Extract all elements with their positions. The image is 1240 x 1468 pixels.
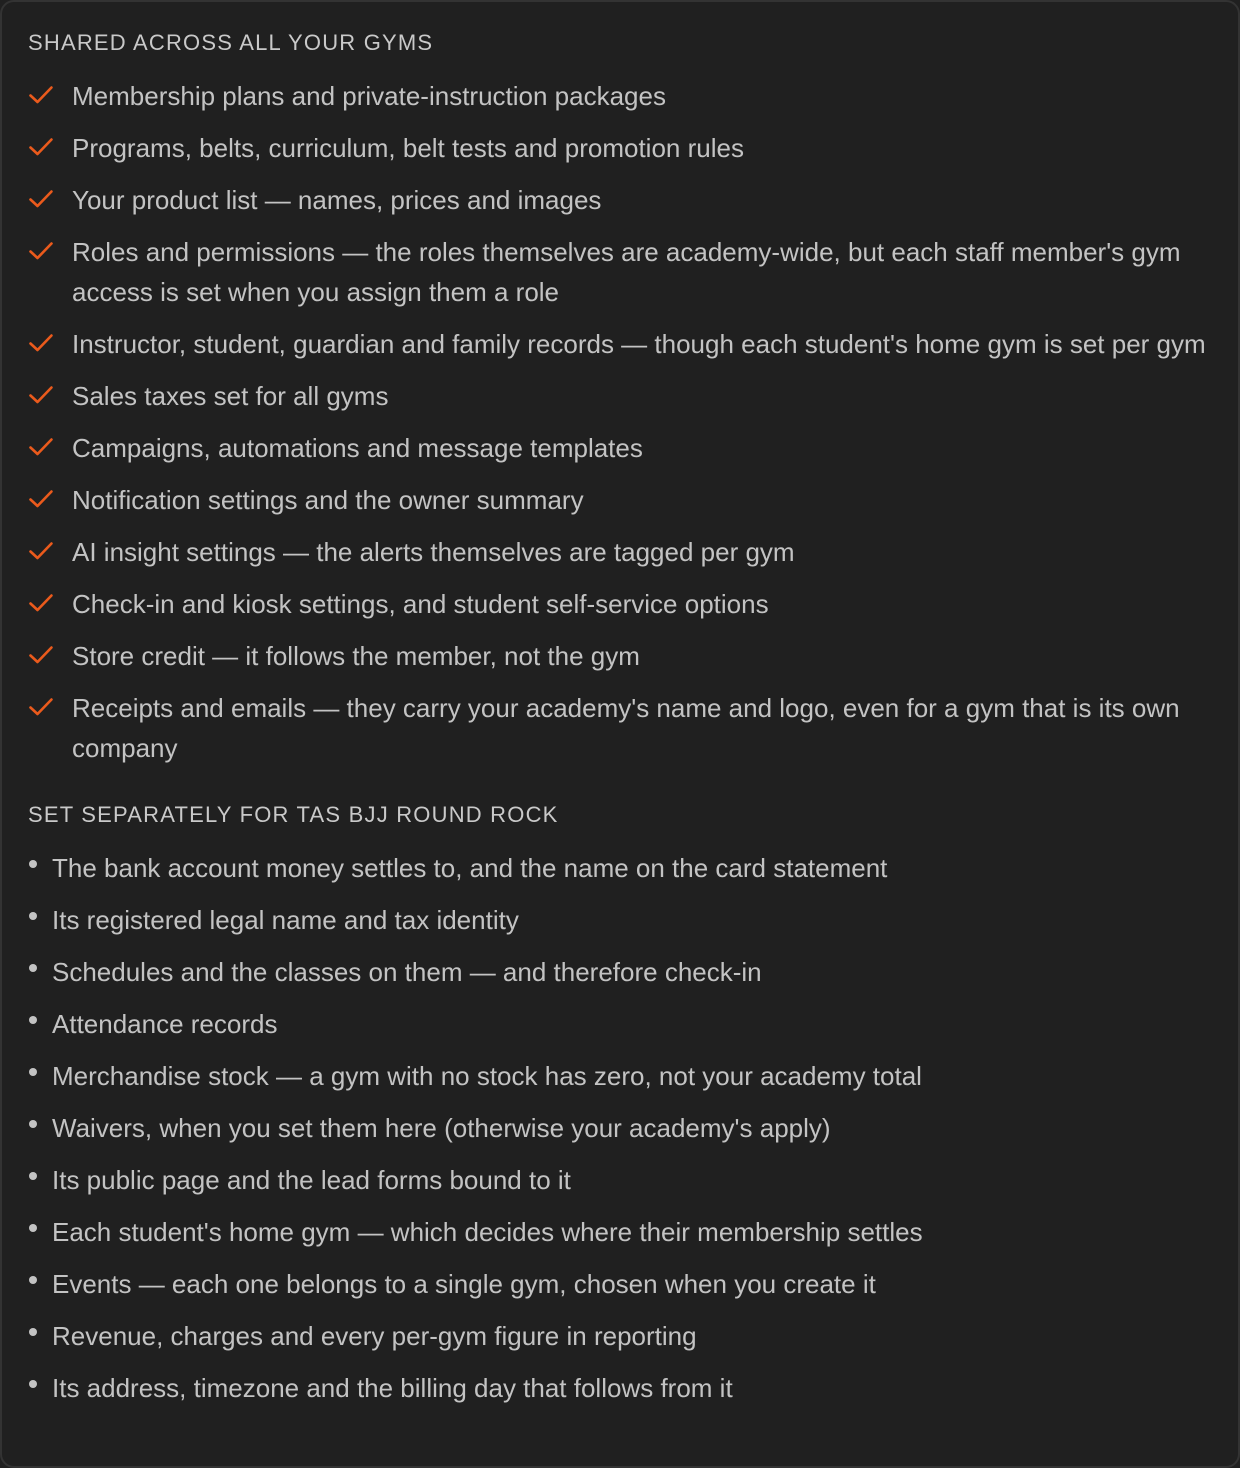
check-icon	[28, 486, 54, 512]
separate-list-item	[28, 1264, 1212, 1304]
bullet-icon	[29, 1380, 37, 1388]
separate-list-item	[28, 1160, 1212, 1200]
bullet-icon	[29, 1120, 37, 1128]
separate-item-text: Its registered legal name and tax identity	[52, 905, 519, 935]
shared-list-item	[28, 480, 1212, 520]
separate-item-text: Revenue, charges and every per-gym figure in reporting	[52, 1321, 697, 1351]
check-icon	[28, 330, 54, 356]
shared-list-item	[28, 636, 1212, 676]
separate-item-text: Waivers, when you set them here (otherwise your academy's apply)	[52, 1113, 831, 1143]
check-icon	[28, 590, 54, 616]
shared-item-text: Sales taxes set for all gyms	[72, 381, 389, 411]
shared-item-text: Your product list — names, prices and images	[72, 185, 602, 215]
check-icon	[28, 434, 54, 460]
separate-list-item	[28, 1056, 1212, 1096]
bullet-icon	[29, 1016, 37, 1024]
shared-list-item	[28, 584, 1212, 624]
separate-item-text: Events — each one belongs to a single gym, chosen when you create it	[52, 1269, 876, 1299]
bullet-icon	[29, 1068, 37, 1076]
shared-list-item	[28, 376, 1212, 416]
separate-item-text: Each student's home gym — which decides where their membership settles	[52, 1217, 923, 1247]
separate-section-title: SET SEPARATELY FOR TAS BJJ ROUND ROCK	[28, 802, 559, 827]
shared-items-list	[28, 76, 1212, 768]
bullet-icon	[29, 964, 37, 972]
shared-list-item	[28, 688, 1212, 768]
separate-items-list	[28, 848, 1212, 1408]
shared-item-text: Receipts and emails — they carry your academy's name and logo, even for a gym that is its own company	[72, 693, 1180, 763]
separate-list-item	[28, 1316, 1212, 1356]
check-icon	[28, 238, 54, 264]
shared-item-text: Campaigns, automations and message templates	[72, 433, 643, 463]
bullet-icon	[29, 1328, 37, 1336]
separate-list-item	[28, 900, 1212, 940]
bullet-icon	[29, 912, 37, 920]
shared-list-item	[28, 532, 1212, 572]
shared-list-item	[28, 76, 1212, 116]
check-icon	[28, 134, 54, 160]
shared-item-text: Store credit — it follows the member, not the gym	[72, 641, 640, 671]
shared-item-text: Roles and permissions — the roles themselves are academy-wide, but each staff member's gym access is set when you assign them a role	[72, 237, 1181, 307]
separate-list-item	[28, 848, 1212, 888]
separate-list-item	[28, 1368, 1212, 1408]
separate-item-text: Its address, timezone and the billing day that follows from it	[52, 1373, 733, 1403]
separate-item-text: The bank account money settles to, and the name on the card statement	[52, 853, 888, 883]
shared-item-text: Notification settings and the owner summary	[72, 485, 584, 515]
bullet-icon	[29, 1172, 37, 1180]
bullet-icon	[29, 1224, 37, 1232]
separate-item-text: Merchandise stock — a gym with no stock has zero, not your academy total	[52, 1061, 922, 1091]
shared-list-item	[28, 128, 1212, 168]
check-icon	[28, 382, 54, 408]
shared-item-text: Instructor, student, guardian and family records — though each student's home gym is set per gym	[72, 329, 1206, 359]
shared-item-text: Programs, belts, curriculum, belt tests and promotion rules	[72, 133, 744, 163]
check-icon	[28, 642, 54, 668]
bullet-icon	[29, 1276, 37, 1284]
check-icon	[28, 694, 54, 720]
separate-item-text: Its public page and the lead forms bound to it	[52, 1165, 571, 1195]
bullet-icon	[29, 860, 37, 868]
shared-list-item	[28, 428, 1212, 468]
shared-item-text: Check-in and kiosk settings, and student self-service options	[72, 589, 769, 619]
shared-item-text: Membership plans and private-instruction packages	[72, 81, 666, 111]
shared-section-title: SHARED ACROSS ALL YOUR GYMS	[28, 30, 434, 55]
check-icon	[28, 538, 54, 564]
shared-item-text: AI insight settings — the alerts themselves are tagged per gym	[72, 537, 795, 567]
separate-list-item	[28, 1004, 1212, 1044]
shared-list-item	[28, 232, 1212, 312]
shared-list-item	[28, 180, 1212, 220]
separate-item-text: Attendance records	[52, 1009, 278, 1039]
shared-list-item	[28, 324, 1212, 364]
check-icon	[28, 186, 54, 212]
check-icon	[28, 82, 54, 108]
separate-list-item	[28, 1108, 1212, 1148]
separate-list-item	[28, 1212, 1212, 1252]
separate-list-item	[28, 952, 1212, 992]
separate-item-text: Schedules and the classes on them — and therefore check-in	[52, 957, 762, 987]
